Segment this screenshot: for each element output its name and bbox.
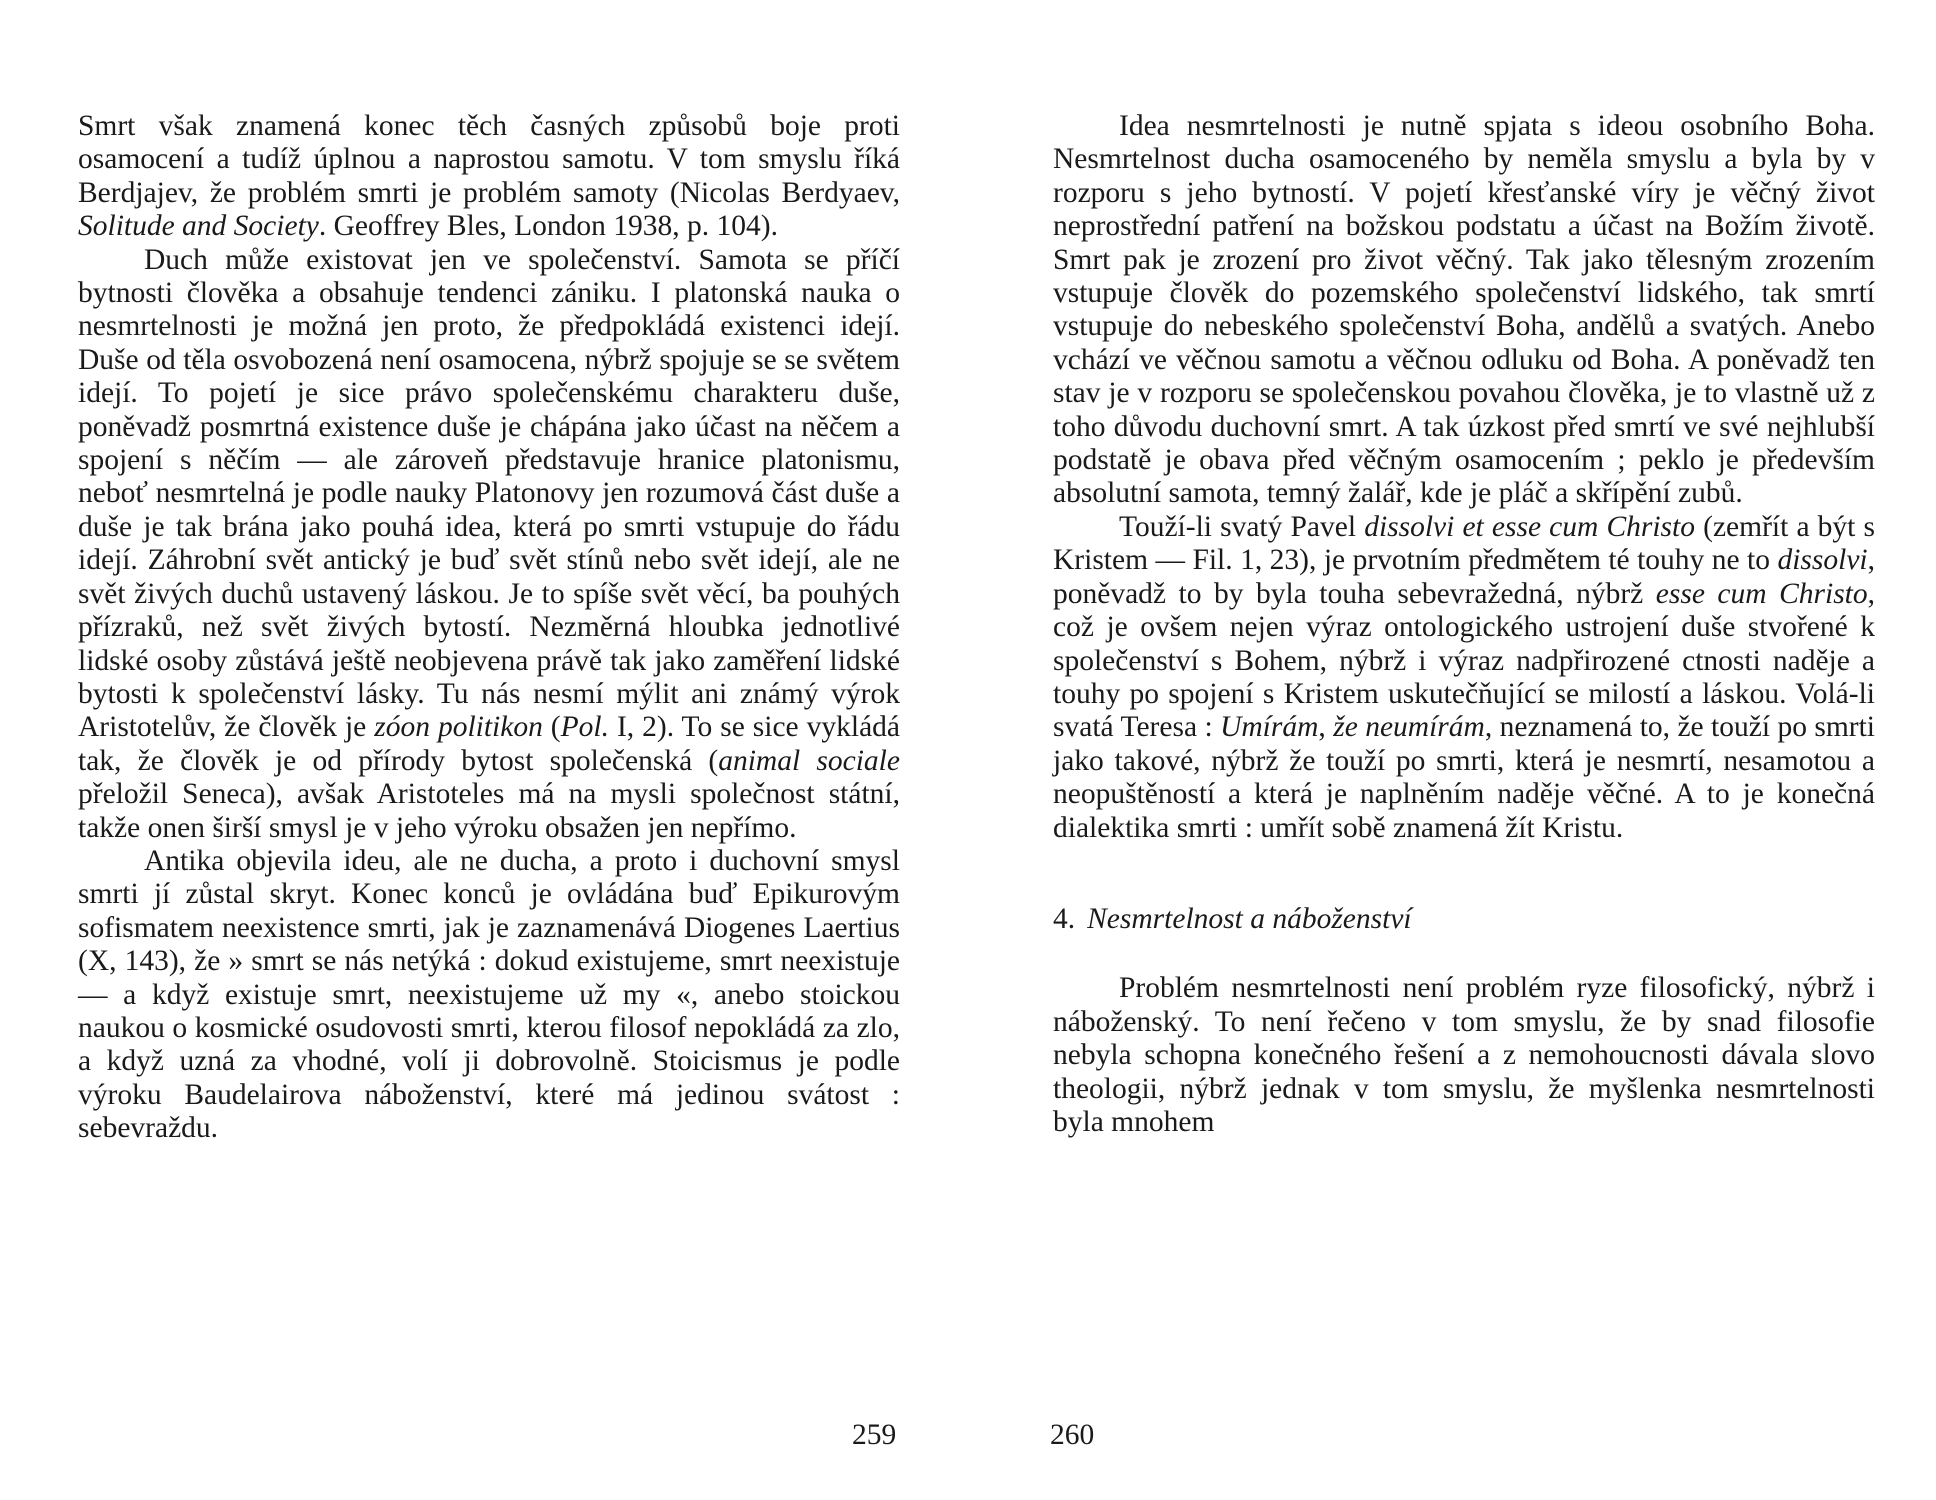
left-paragraph-3: Antika objevila ideu, ale ne ducha, a proto i duchovní smysl smrti jí zůstal skryt. Konec konců je ovládána buď Epikurovým sofismatem neexistence smrti, jak je zaznamenává Diogenes Laertius (X, 143), že » smrt se nás netýká : dokud existujeme, smrt neexistuje — a když existuje smrt, neexistujeme už my «, anebo stoickou naukou o kosmické osudovosti smrti, kterou filosof nepokládá za zlo, a když uzná za vhodné, volí ji dobrovolně. Stoicismus je podle výroku Baudelairova náboženství, které má jedinou svátost : sebevraždu. [78, 844, 900, 1145]
right-paragraph-2: Touží-li svatý Pavel dissolvi et esse cum Christo (zemřít a být s Kristem — Fil. 1, 23), je prvotním předmětem té touhy ne to dissolvi, poněvadž to by byla touha sebevražedná, nýbrž esse cum Christo, což je ovšem nejen výraz ontologického ustrojení duše stvořené k společenství s Bohem, nýbrž i výraz nadpřirozené ctnosti naděje a touhy po spojení s Kristem uskutečňující se milostí a láskou. Volá-li svatá Teresa : Umírám, že neumírám, neznamená to, že touží po smrti jako takové, nýbrž že touží po smrti, která je nesmrtí, nesamotou a neopuštěností a která je naplněním naděje věčné. A to je konečná dialektika smrti : umřít sobě znamená žít Kristu. [1053, 510, 1876, 844]
right-paragraph-3: Problém nesmrtelnosti není problém ryze filosofický, nýbrž i náboženský. To není řečeno v tom smyslu, že by snad filosofie nebyla schopna konečného řešení a z nemohoucnosti dávala slovo theologii, nýbrž jednak v tom smyslu, že myšlenka nesmrtelnosti byla mnohem [1053, 972, 1875, 1138]
page-number-right: 260 [1050, 1419, 1095, 1451]
right-page [1053, 110, 1875, 1139]
section-heading [1053, 903, 1875, 936]
page-number-left: 259 [852, 1419, 897, 1451]
left-paragraph-2: Duch může existovat jen ve společenství. Samota se příčí bytnosti člověka a obsahuje tendenci zániku. I platonská nauka o nesmrtelnosti je možná jen proto, že předpokládá existenci idejí. Duše od těla osvobozená není osamocena, nýbrž spojuje se se světem idejí. To pojetí je sice právo společenskému charakteru duše, poněvadž posmrtná existence duše je chápána jako účast na něčem a spojení s něčím — ale zároveň představuje hranice platonismu, neboť nesmrtelná je podle nauky Platonovy jen rozumová část duše a duše je tak brána jako pouhá idea, která po smrti vstupuje do řádu idejí. Záhrobní svět antický je buď svět stínů nebo svět idejí, ale ne svět živých duchů ustavený láskou. Je to spíše svět věcí, ba pouhých přízraků, než svět živých bytostí. Nezměrná hloubka jednotlivé lidské osoby zůstává ještě neobjevena právě tak jako zaměření lidské bytosti k společenství lásky. Tu nás nesmí mýlit ani známý výrok Aristotelův, že člověk je zóon politikon (Pol. I, 2). To se sice vykládá tak, že člověk je od přírody bytost společenská (animal sociale přeložil Seneca), avšak Aristoteles má na mysli společnost státní, takže onen širší smysl je v jeho výroku obsažen jen nepřímo. [78, 243, 901, 844]
book-title: Solitude and Society [78, 210, 319, 243]
section-number: 4. [1053, 902, 1076, 935]
right-paragraph-1: Idea nesmrtelnosti je nutně spjata s ideou osobního Boha. Nesmrtelnost ducha osamoceného by neměla smyslu a byla by v rozporu s jeho bytností. V pojetí křesťanské víry je věčný život neprostřední patření na božskou podstatu a účast na Božím životě. Smrt pak je zrození pro život věčný. Tak jako tělesným zrozením vstupuje člověk do pozemského společenství lidského, tak smrtí vstupuje do nebeského společenství Boha, andělů a svatých. Anebo vchází ve věčnou samotu a věčnou odluku od Boha. A poněvadž ten stav je v rozporu se společenskou povahou člověka, je to vlastně už z toho důvodu duchovní smrt. A tak úzkost před smrtí ve své nejhlubší podstatě je obava před věčným osamocením ; peklo je především absolutní samota, temný žalář, kde je pláč a skřípění zubů. [1053, 110, 1875, 510]
section-title: Nesmrtelnost a náboženství [1087, 902, 1412, 935]
left-page [78, 110, 900, 1146]
left-paragraph-1: Smrt však znamená konec těch časných způsobů boje proti osamocení a tudíž úplnou a naprostou samotu. V tom smyslu říká Berdjajev, že problém smrti je problém samoty (Nicolas Berdyaev, Solitude and Society. Geoffrey Bles, London 1938, p. 104). [78, 110, 900, 243]
